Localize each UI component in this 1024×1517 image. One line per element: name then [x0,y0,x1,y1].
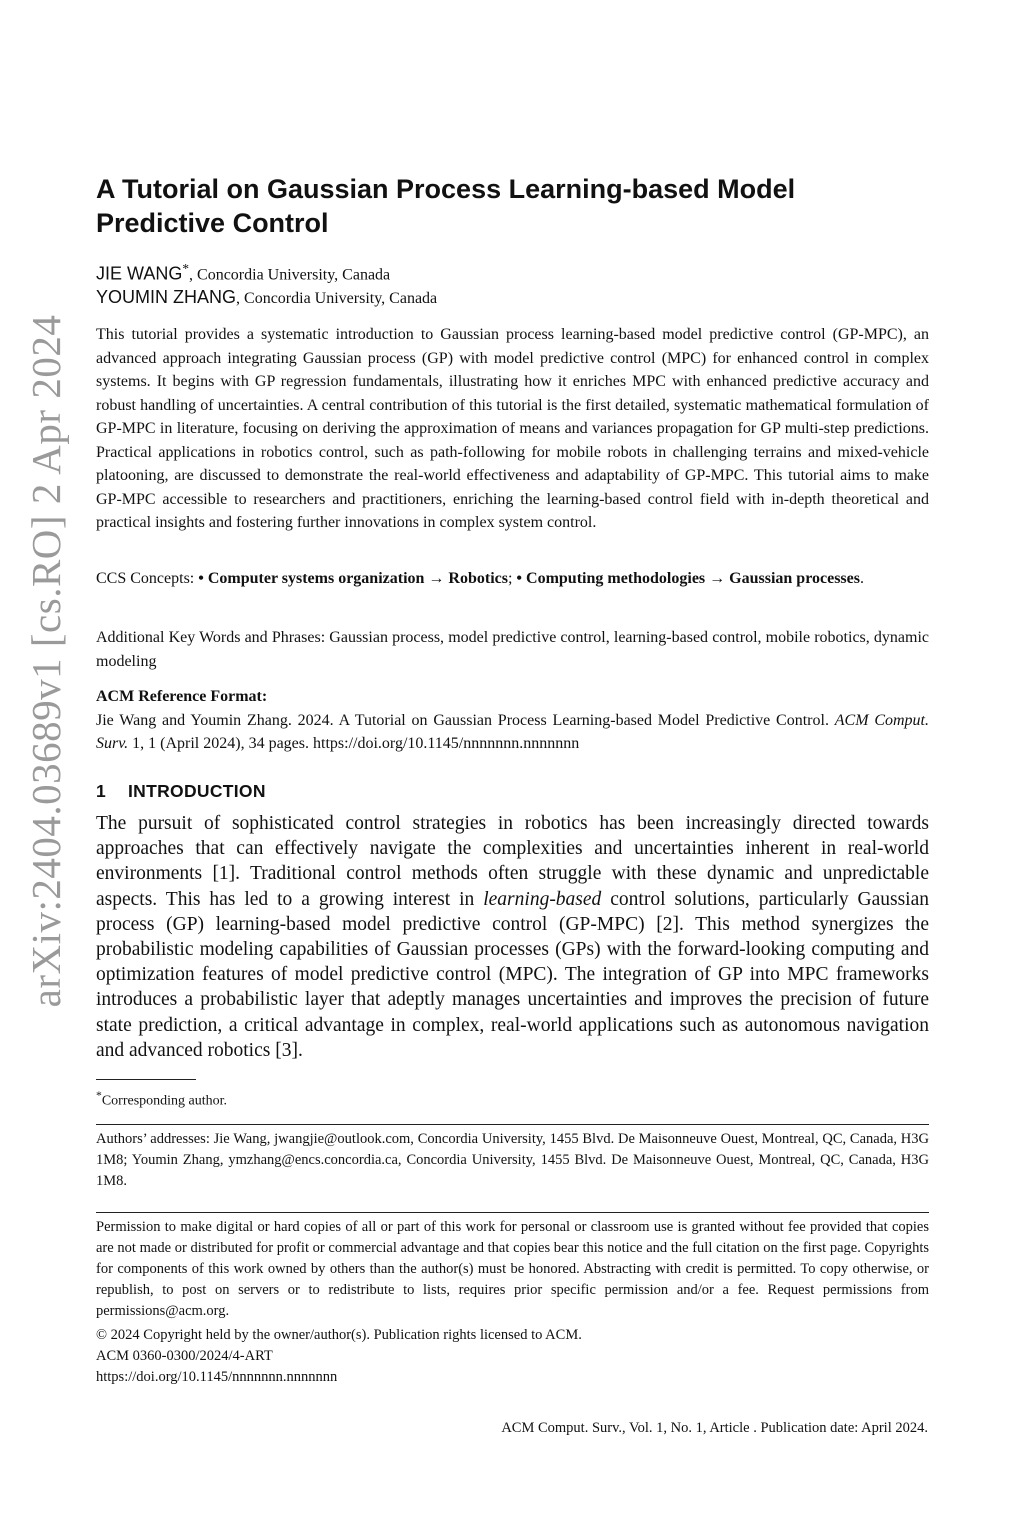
acm-reference-format [96,685,929,756]
doi-line: https://doi.org/10.1145/nnnnnnn.nnnnnnn [96,1369,338,1385]
paper-title [96,172,929,240]
ccs-separator: ; [507,570,517,587]
intro-emphasis: learning-based [483,888,602,910]
footnote-mark: * [96,1089,102,1102]
author-affiliation: , Concordia University, Canada [236,290,438,307]
ccs-end: . [859,570,864,587]
copyright-line: © 2024 Copyright held by the owner/author(s). Publication rights licensed to ACM. [96,1327,582,1343]
author-youmin-zhang [96,287,929,309]
acm-reference-details: 1, 1 (April 2024), 34 pages. https://doi.org/10.1145/nnnnnnn.nnnnnnn [128,735,580,752]
title-line-2: Predictive Control [96,208,329,238]
acm-reference-heading: ACM Reference Format: [96,688,268,705]
addresses-divider [96,1124,929,1125]
author-jie-wang [96,259,929,285]
footnote [96,1087,929,1111]
corresponding-mark: * [182,261,190,276]
section-number: 1 [96,781,107,801]
ccs-label: CCS Concepts: [96,570,199,587]
acm-issn-line: ACM 0360-0300/2024/4-ART [96,1348,273,1364]
permission-divider [96,1212,929,1213]
intro-text-part-1: The pursuit of sophisticated control strategies in robotics has been increasingly directed towards approaches that can effectively navigate the complexities and uncertainties inherent in real-world environments [1]. Traditional control methods often struggle with these dynamic and unpredictable aspects. This has led to a growing interest in [96,813,929,910]
section-heading-introduction [96,781,929,802]
permission-notice: Permission to make digital or hard copies of all or part of this work for personal or classroom use is granted without fee provided that copies are not made or distributed for profit or commercial advantage and that copies bear this notice and the full citation on the first page. Copyrights for components of this work owned by others than the author(s) must be honored. Abstracting with credit is permitted. To copy otherwise, or republish, to post on servers or to redistribute to lists, requires prior specific permission and/or a fee. Request permissions from permissions@acm.org. [96,1219,929,1319]
ccs-concepts [96,567,929,591]
ccs-item-gaussian: • Computing methodologies → Gaussian processes [516,570,860,587]
author-name: YOUMIN ZHANG [96,287,237,307]
footnote-divider [96,1079,196,1080]
author-name: JIE WANG [96,263,183,284]
intro-text-part-2: control solutions, particularly Gaussian process (GP) learning-based model predictive control (GP-MPC) [2]. This method synergizes the probabilistic modeling capabilities of Gaussian processes (GPs) with the forward-looking computing and optimization features of model predictive control (MPC). The integration of GP into MPC frameworks introduces a probabilistic layer that adeptly manages uncertainties and improves the precision of future state prediction, a critical advantage in complex, real-world applications such as autonomous navigation and advanced robotics [3]. [96,888,930,1061]
footnote-text: Corresponding author. [101,1093,228,1109]
author-affiliation: , Concordia University, Canada [189,266,391,284]
title-line-1: A Tutorial on Gaussian Process Learning-based Model [96,174,796,204]
copyright-block [96,1325,929,1388]
arxiv-identifier: arXiv:2404.03689v1 [cs.RO] 2 Apr 2024 [23,314,69,1008]
keywords: Additional Key Words and Phrases: Gaussian process, model predictive control, learning-based control, mobile robotics, dynamic modeling [96,629,929,670]
acm-reference-text: Jie Wang and Youmin Zhang. 2024. A Tutorial on Gaussian Process Learning-based Model Predictive Control. [96,711,835,729]
introduction-paragraph [96,811,929,1063]
section-title: INTRODUCTION [128,781,266,801]
running-footer: ACM Comput. Surv., Vol. 1, No. 1, Article . Publication date: April 2024. [501,1420,928,1436]
authors-addresses: Authors’ addresses: Jie Wang, jwangjie@outlook.com, Concordia University, 1455 Blvd. De Maisonneuve Ouest, Montreal, QC, Canada, H3G 1M8; Youmin Zhang, ymzhang@encs.concordia.ca, Concordia University, 1455 Blvd. De Maisonneuve Ouest, Montreal, QC, Canada, H3G 1M8. [96,1131,929,1189]
ccs-item-robotics: • Computer systems organization → Robotics [198,570,508,587]
abstract: This tutorial provides a systematic introduction to Gaussian process learning-based model predictive control (GP-MPC), an advanced approach integrating Gaussian process (GP) with model predictive control (MPC) for enhanced control in complex systems. It begins with GP regression fundamentals, illustrating how it enriches MPC with enhanced predictive accuracy and robust handling of uncertainties. A central contribution of this tutorial is the first detailed, systematic mathematical formulation of GP-MPC in literature, focusing on deriving the approximation of means and variances propagation for GP multi-step predictions. Practical applications in robotics control, such as path-following for mobile robots in challenging terrains and mixed-vehicle platooning, are discussed to demonstrate the real-world effectiveness and adaptability of GP-MPC. This tutorial aims to make GP-MPC accessible to researchers and practitioners, enriching the learning-based control field with in-depth theoretical and practical insights and fostering further innovations in complex system control. [96,326,929,531]
arxiv-watermark [8,300,84,1022]
acm-reference-journal: ACM Comput. Surv. [96,711,929,752]
